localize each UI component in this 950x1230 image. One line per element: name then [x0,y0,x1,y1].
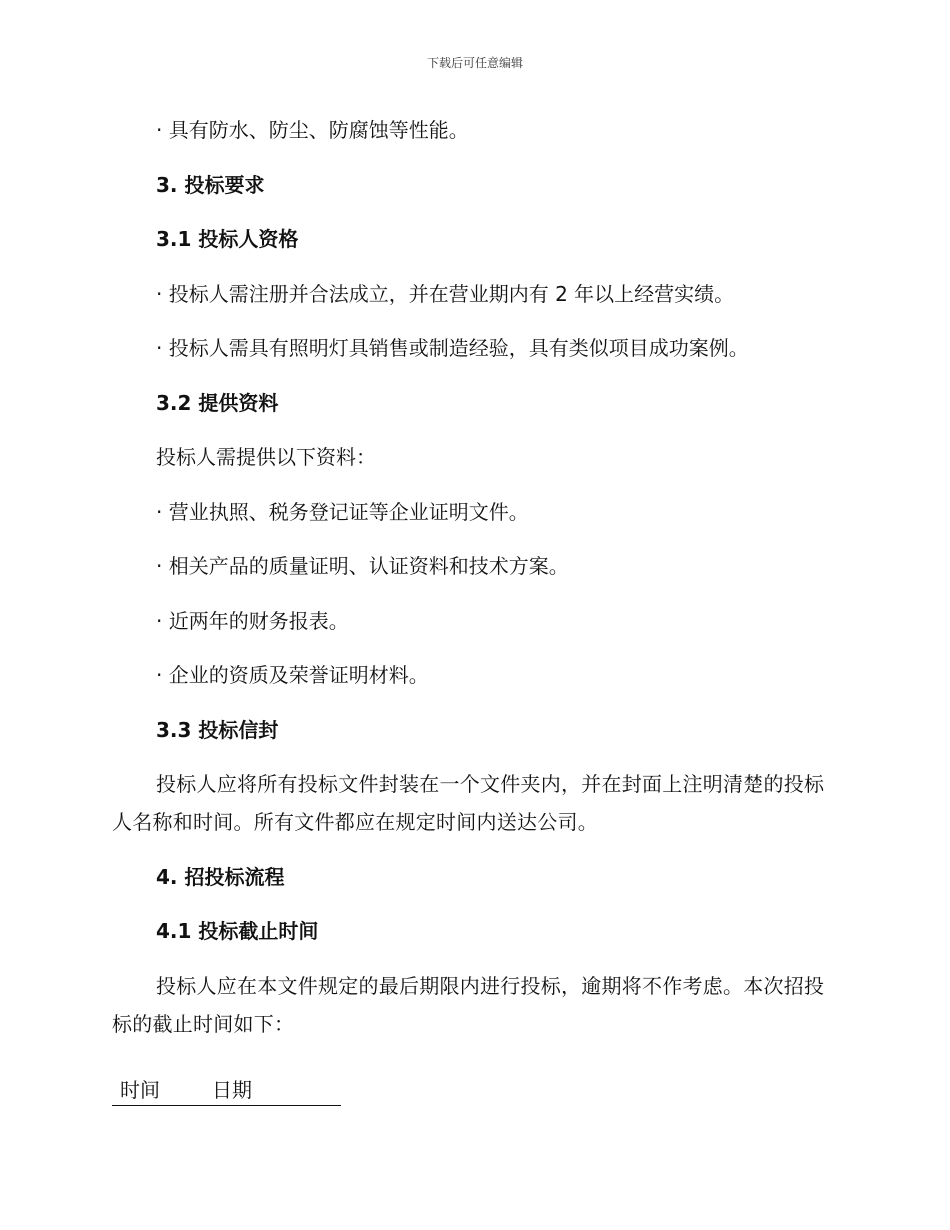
section-heading-3: 3. 投标要求 [156,172,265,197]
subsection-heading-4-1: 4.1 投标截止时间 [156,919,319,943]
page-header: 下载后可任意编辑 [426,56,523,70]
deadline-table [112,1070,341,1106]
bullet-document-3: · 近两年的财务报表。 [156,608,349,633]
paragraph-deadline: 投标人应在本文件规定的最后期限内进行投标，逾期将不作考虑。本次招投标的截止时间如下： [112,973,825,1036]
subsection-heading-3-2: 3.2 提供资料 [156,390,279,415]
bullet-feature: · 具有防水、防尘、防腐蚀等性能。 [156,118,469,142]
document-body [112,111,832,1059]
table-header-time: 时间 [120,1078,160,1102]
table-header-date: 日期 [212,1078,252,1102]
subsection-heading-3-3: 3.3 投标信封 [156,717,279,742]
paragraph-envelope: 投标人应将所有投标文件封装在一个文件夹内，并在封面上注明清楚的投标人名称和时间。所有文件都应在规定时间内送达公司。 [112,772,825,834]
bullet-qualification-1: · 投标人需注册并合法成立，并在营业期内有 2 年以上经营实绩。 [156,281,735,306]
subsection-heading-3-1: 3.1 投标人资格 [156,227,299,251]
documents-intro: 投标人需提供以下资料： [156,445,376,469]
bullet-document-4: · 企业的资质及荣誉证明材料。 [156,663,429,687]
bullet-qualification-2: · 投标人需具有照明灯具销售或制造经验，具有类似项目成功案例。 [156,336,749,360]
bullet-document-2: · 相关产品的质量证明、认证资料和技术方案。 [156,554,569,578]
bullet-document-1: · 营业执照、税务登记证等企业证明文件。 [156,499,529,524]
section-heading-4: 4. 招投标流程 [156,864,285,889]
